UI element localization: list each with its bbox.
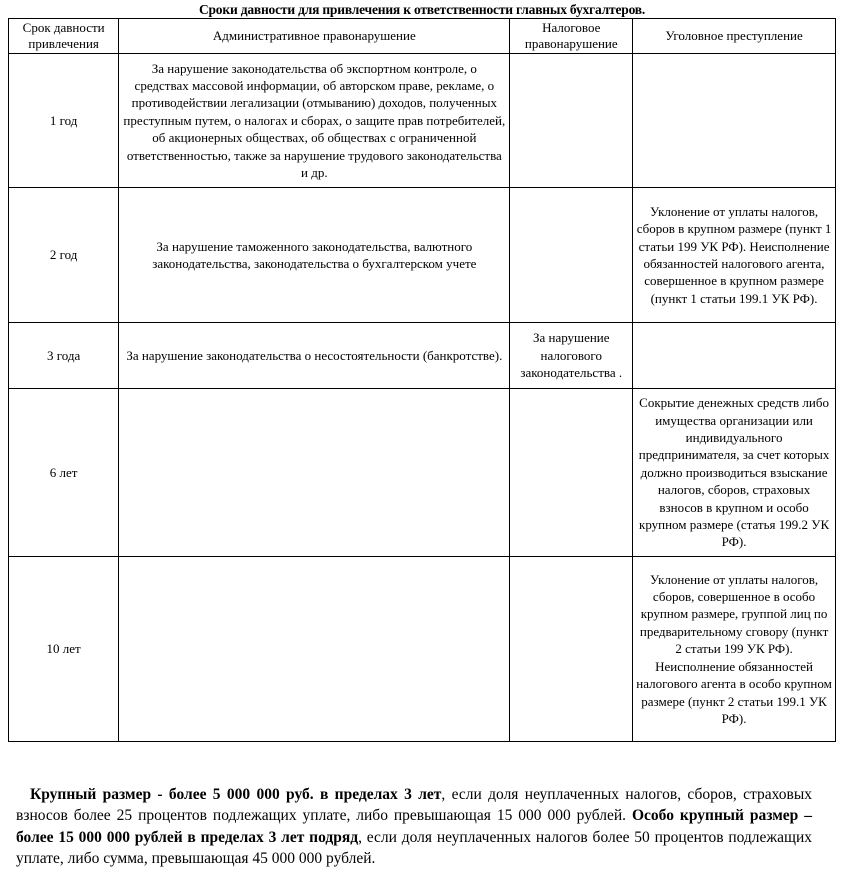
table-row [9,389,836,557]
cell-administrative [119,389,510,557]
cell-administrative: За нарушение законодательства об экспортном контроле, о средствах массовой информации, об авторском праве, рекламе, о противодействии легализации (отмыванию) доходов, полученных преступным путем, о налогах и сборах, о защите прав потребителей, об акционерных обществах, об обществах с ограниченной ответственностью, также за нарушение трудового законодательства и др. [119,54,510,188]
table-header-row [9,19,836,54]
cell-period: 10 лет [9,557,119,742]
table-row [9,323,836,389]
header-tax: Налоговое правонарушение [510,19,633,54]
table-row [9,188,836,323]
cell-period: 1 год [9,54,119,188]
header-administrative: Административное правонарушение [119,19,510,54]
cell-criminal: Уклонение от уплаты налогов, сборов в крупном размере (пункт 1 статьи 199 УК РФ). Неисполнение обязанностей налогового агента, совершенное в крупном размере (пункт 1 статьи 199.1 УК РФ). [633,188,836,323]
header-criminal: Уголовное преступление [633,19,836,54]
cell-criminal: Уклонение от уплаты налогов, сборов, совершенное в особо крупном размере, группой лиц по предварительному сговору (пункт 2 статьи 199 УК РФ). Неисполнение обязанностей налогового агента в особо крупном размере (пункт 2 статьи 199.1 УК РФ). [633,557,836,742]
especially-large-size-definition: крупный размер –более 15 000 000 рублей в пределах 3 лет подряд [16,807,812,846]
cell-tax [510,557,633,742]
cell-period: 3 года [9,323,119,389]
cell-administrative: За нарушение таможенного законодательства, валютного законодательства, законодательства о бухгалтерском учете [119,188,510,323]
cell-tax: За нарушение налогового законодательства . [510,323,633,389]
footnote-paragraph [16,784,812,870]
cell-period: 2 год [9,188,119,323]
cell-tax [510,389,633,557]
table-row [9,557,836,742]
especially-large-size-condition: , если доля неуплаченных налогов более 50 процентов подлежащих уплате, либо сумма, превышающая 45 000 000 рублей. [16,828,812,867]
cell-criminal: Сокрытие денежных средств либо имущества организации или индивидуального предпринимателя, за счет которых должно производиться взыскание налогов, сборов, страховых взносов в крупном и особо крупном размере (статья 199.2 УК РФ). [633,389,836,557]
large-size-definition: Крупный размер - более 5 000 000 руб. в пределах 3 лет [30,785,442,803]
limitation-periods-table [8,18,836,742]
cell-period: 6 лет [9,389,119,557]
cell-tax [510,54,633,188]
cell-criminal [633,54,836,188]
header-period: Срок давности привлечения [9,19,119,54]
especially-prefix: Особо [631,807,680,824]
cell-administrative [119,557,510,742]
cell-criminal [633,323,836,389]
cell-tax [510,188,633,323]
document-title: Сроки давности для привлечения к ответственности главных бухгалтеров. [198,2,646,17]
large-size-condition: , если доля неуплаченных налогов, сборов, страховых взносов более 25 процентов подлежащих уплате, либо превышающая 15 000 000 рублей. [16,785,813,824]
cell-administrative: За нарушение законодательства о несостоятельности (банкротстве). [119,323,510,389]
table-row [9,54,836,188]
